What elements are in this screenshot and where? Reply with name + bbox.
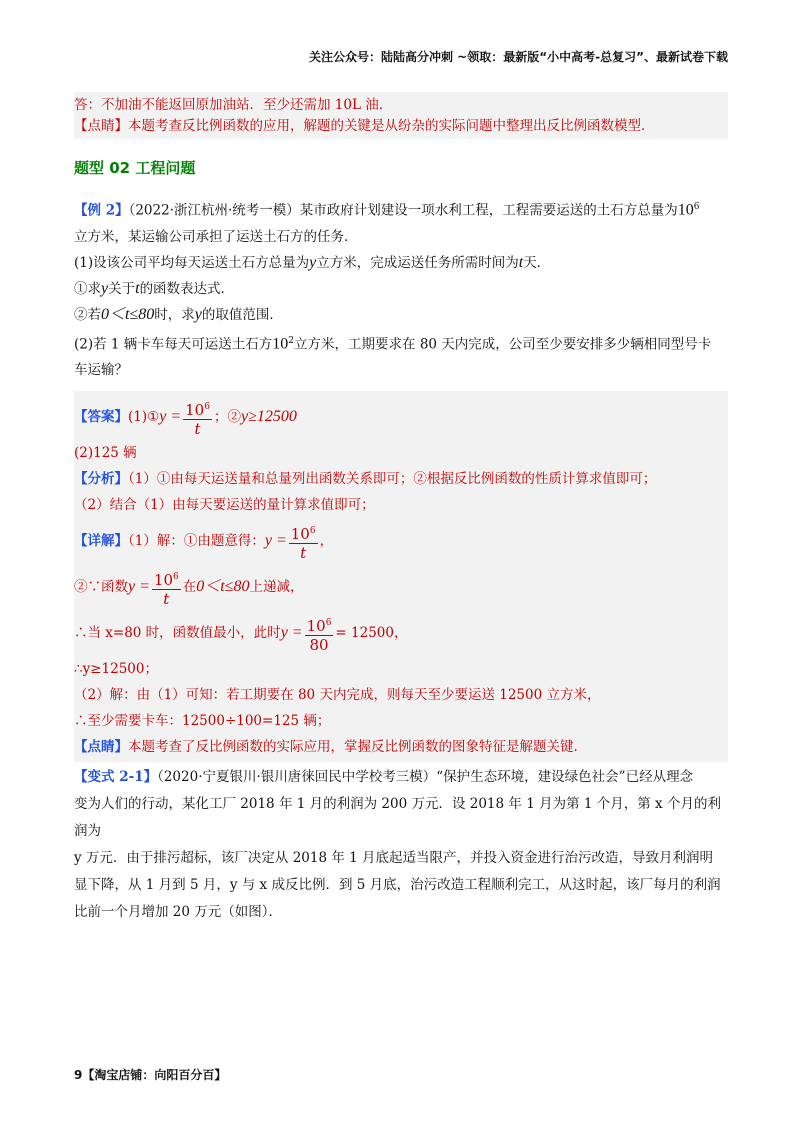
detail-row-6: ∴至少需要卡车：12500÷100=125 辆； — [74, 713, 331, 729]
answer-row — [74, 394, 728, 440]
variant-tag: 【变式 2-1】 — [74, 769, 158, 785]
variant-line-1 — [74, 764, 728, 791]
example-line-1 — [74, 194, 728, 224]
variant-line-5: 比前一个月增加 20 万元（如图）． — [74, 904, 283, 920]
page-footer: 9【淘宝店铺：向阳百分百】 — [74, 1068, 227, 1082]
question-1-2 — [74, 302, 728, 328]
q2-text-a: (2)若 1 辆卡车每天可运送土石方 — [74, 336, 273, 352]
previous-point — [74, 116, 728, 137]
t-range: 0＜t≤80 — [196, 578, 250, 595]
variant-line-2: 变为人们的行动，某化工厂 2018 年 1 月的利润为 200 万元．设 2018 年 1 月为第 1 个月，第 x 个月的利润为 — [74, 796, 721, 839]
detail-row-5: （2）解：由（1）可知：若工期要在 80 天内完成，则每天至少要运送 12500 立方米， — [74, 687, 601, 703]
detail-text-1: （1）解：①由题意得： — [128, 533, 265, 549]
q11-text-a: ①求 — [74, 280, 101, 297]
analysis-tag: 【分析】 — [74, 471, 128, 487]
q12-text-a: ②若 — [74, 306, 101, 323]
detail-row-2 — [74, 564, 728, 610]
fraction — [305, 614, 334, 654]
q1-text-c: 天． — [523, 254, 551, 271]
example-source: （2022·浙江杭州·统考一模） — [128, 202, 300, 219]
power-base: 10 — [290, 524, 310, 543]
answer-y-eq: y = — [159, 408, 182, 425]
point-text: 本题考查了反比例函数的实际应用，掌握反比例函数的图象特征是解题关键． — [128, 739, 587, 755]
fraction-numerator — [305, 614, 334, 636]
power-base: 10 — [306, 616, 326, 635]
point-row — [74, 734, 728, 760]
q12-text-b: 时，求 — [154, 306, 195, 323]
detail-text-3a: ∴当 x=80 时，函数值最小，此时 — [74, 625, 281, 641]
detail-text-1-end: ， — [319, 533, 334, 549]
example-line-2: 立方米，某运输公司承担了运送土石方的任务． — [74, 228, 358, 245]
answer-tag: 【答案】 — [74, 409, 128, 425]
page-content — [74, 92, 728, 926]
detail-tag: 【详解】 — [74, 533, 128, 549]
fraction — [289, 522, 318, 562]
power-exponent: 6 — [173, 571, 179, 582]
detail-row-4: ∴y≥12500； — [74, 661, 158, 677]
fraction-denominator: t — [163, 589, 170, 608]
detail-text-3b: = 12500， — [335, 625, 408, 641]
fraction-numerator — [152, 568, 181, 590]
fraction-denominator: t — [300, 543, 307, 562]
variant-problem — [74, 764, 728, 926]
previous-answer-box — [74, 92, 728, 139]
t-range: 0＜t≤80 — [101, 305, 155, 323]
power-base: 10 — [153, 570, 173, 589]
detail-row-1 — [74, 518, 728, 564]
analysis-row-2: （2）结合（1）由每天要运送的量计算求值即可； — [74, 497, 375, 513]
power-exponent: 6 — [309, 525, 316, 536]
power-base: 10 — [677, 201, 694, 219]
q1-text-b: 立方米，完成运送任务所需时间为 — [316, 254, 519, 271]
power-base: 10 — [272, 335, 289, 352]
var-y: y — [309, 253, 317, 271]
var-t: t — [518, 253, 524, 271]
variant-line-4: 显下降，从 1 月到 5 月，y 与 x 成反比例．到 5 月底，治污改造工程顺利完工，从这时起，该厂每月的利润 — [74, 877, 721, 893]
point-text: 本题考查反比例函数的应用，解题的关键是从纷杂的实际问题中整理出反比例函数模型． — [128, 118, 655, 134]
fraction-numerator — [183, 398, 212, 420]
detail-text-2b: 在 — [182, 579, 197, 595]
answer-row-2: (2)125 辆 — [74, 445, 137, 461]
analysis-row-1 — [74, 466, 728, 492]
q11-text-c: 的函数表达式． — [139, 280, 235, 297]
power-base: 10 — [185, 400, 205, 419]
var-t: t — [135, 279, 140, 297]
previous-answer: 答：不加油不能返回原加油站．至少还需加 10L 油． — [74, 97, 393, 113]
fraction — [152, 568, 181, 608]
y-eq: y = — [128, 578, 150, 595]
q1-text-a: (1)设该公司平均每天运送土石方总量为 — [74, 254, 310, 271]
q12-text-c: 的取值范围． — [201, 306, 283, 323]
q2-text-b: 立方米，工期要求在 80 天内完成，公司至少要安排多少辆相同型号卡 — [294, 336, 712, 352]
power-exponent: 6 — [325, 617, 332, 628]
var-y: y — [101, 279, 109, 297]
power-exponent: 6 — [693, 202, 700, 212]
fraction — [183, 398, 212, 438]
var-y: y — [194, 305, 202, 323]
question-1 — [74, 250, 728, 276]
detail-row-3 — [74, 610, 728, 656]
answer-part-2: y≥12500 — [240, 408, 297, 425]
question-1-1 — [74, 276, 728, 302]
question-2-cont: 车运输？ — [74, 362, 128, 378]
y-eq: y = — [280, 624, 303, 641]
answer-part-1: (1)① — [128, 409, 160, 425]
q11-text-b: 关于 — [108, 280, 136, 297]
fraction-denominator: t — [194, 419, 201, 438]
point-tag: 【点睛】 — [74, 118, 128, 134]
y-eq: y = — [264, 532, 287, 549]
example-tag: 【例 2】 — [74, 202, 129, 219]
question-2 — [74, 328, 728, 358]
page-header: 关注公众号：陆陆高分冲刺 ~领取：最新版“小中高考-总复习”、最新试卷下载 — [309, 50, 728, 64]
detail-text-2a: ②∵函数 — [74, 579, 128, 595]
detail-text-2c: 上递减， — [249, 579, 304, 595]
variant-line-3: y 万元．由于排污超标，该厂决定从 2018 年 1 月底起适当限产，并投入资金进行治污改造，导致月利润明 — [74, 850, 714, 866]
example-text-1: 某市政府计划建设一项水利工程，工程需要运送的土石方总量为 — [299, 202, 678, 219]
example-problem — [74, 194, 728, 383]
power-exponent: 2 — [288, 335, 295, 346]
solution-box — [74, 391, 728, 762]
variant-text-1: （2020·宁夏银川·银川唐徕回民中学校考三模）“保护生态环境，建设绿色社会”已经从理念 — [157, 769, 694, 785]
section-title: 题型 02 工程问题 — [74, 159, 196, 177]
answer-sep: ；② — [213, 409, 241, 425]
fraction-denominator: 80 — [309, 635, 329, 654]
point-tag: 【点睛】 — [74, 739, 128, 755]
analysis-text-1: （1）①由每天运送量和总量列出函数关系即可；②根据反比例函数的性质计算求值即可； — [128, 471, 657, 487]
fraction-numerator — [289, 522, 318, 544]
power-exponent: 6 — [204, 401, 210, 412]
